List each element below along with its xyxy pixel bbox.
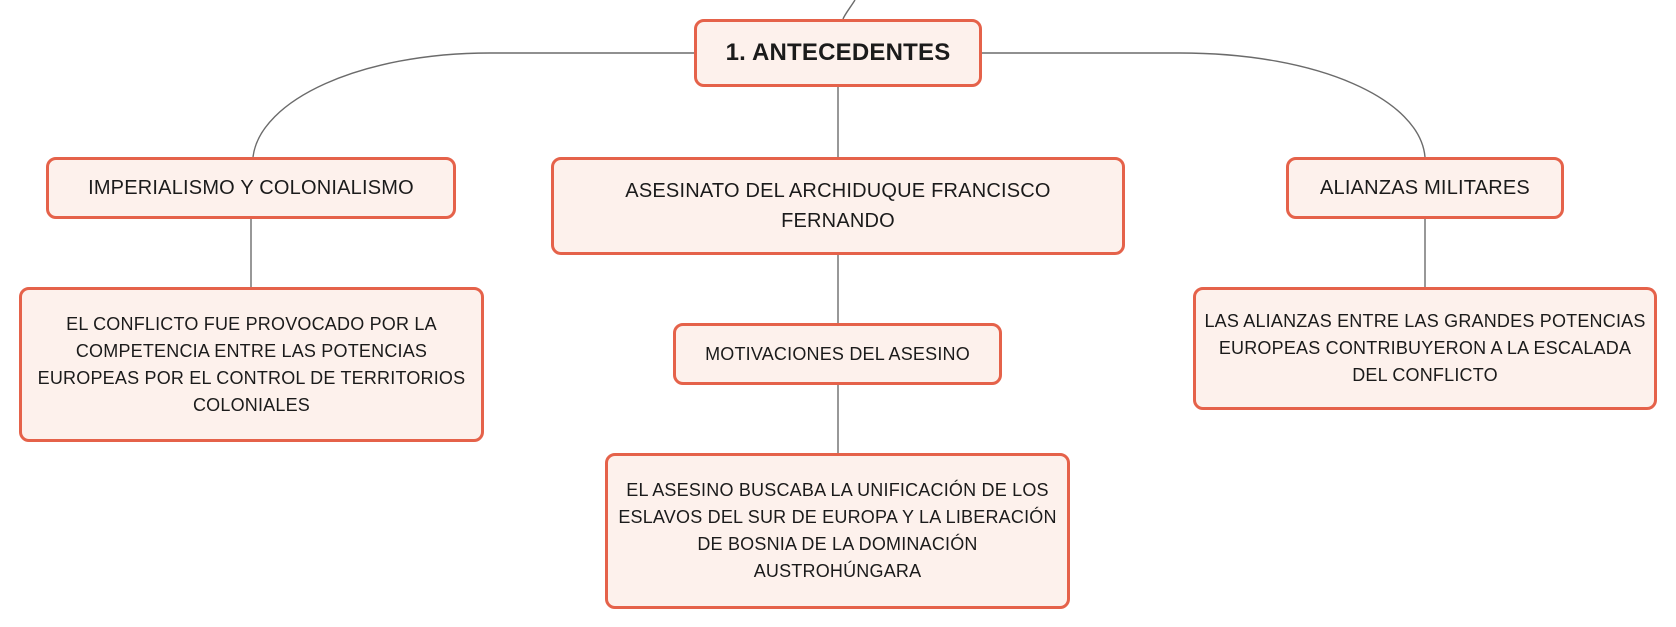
connector-parent-to-root <box>843 0 855 19</box>
topic-node-alianzas[interactable] <box>1286 157 1564 219</box>
subtopic-node-motivaciones[interactable] <box>673 323 1002 385</box>
root-topic-node[interactable] <box>694 19 982 87</box>
detail-node-imperialismo[interactable] <box>19 287 484 442</box>
topic-label-asesinato: ASESINATO DEL ARCHIDUQUE FRANCISCO FERNANDO <box>625 180 1051 232</box>
detail-text-imperialismo: EL CONFLICTO FUE PROVOCADO POR LA COMPETENCIA ENTRE LAS POTENCIAS EUROPEAS POR EL CONTROL DE TERRITORIOS COLONIALES <box>37 313 466 415</box>
detail-node-alianzas[interactable] <box>1193 287 1657 410</box>
detail-node-motivaciones[interactable] <box>605 453 1070 609</box>
topic-label-imperialismo: IMPERIALISMO Y COLONIALISMO <box>88 177 414 199</box>
root-topic-label: 1. ANTECEDENTES <box>725 39 951 66</box>
connector-root-to-alianzas <box>982 53 1425 157</box>
topic-label-alianzas: ALIANZAS MILITARES <box>1320 177 1530 199</box>
topic-node-asesinato[interactable] <box>551 157 1125 255</box>
subtopic-label-motivaciones: MOTIVACIONES DEL ASESINO <box>705 343 970 364</box>
connector-root-to-imperialismo <box>253 53 694 157</box>
detail-text-motivaciones: EL ASESINO BUSCABA LA UNIFICACIÓN DE LOS ESLAVOS DEL SUR DE EUROPA Y LA LIBERACIÓN DE BOSNIA DE LA DOMINACIÓN AUSTROHÚNGARA <box>618 480 1057 581</box>
topic-node-imperialismo[interactable] <box>46 157 456 219</box>
detail-text-alianzas: LAS ALIANZAS ENTRE LAS GRANDES POTENCIAS EUROPEAS CONTRIBUYERON A LA ESCALADA DEL CONFLICTO <box>1204 311 1646 385</box>
